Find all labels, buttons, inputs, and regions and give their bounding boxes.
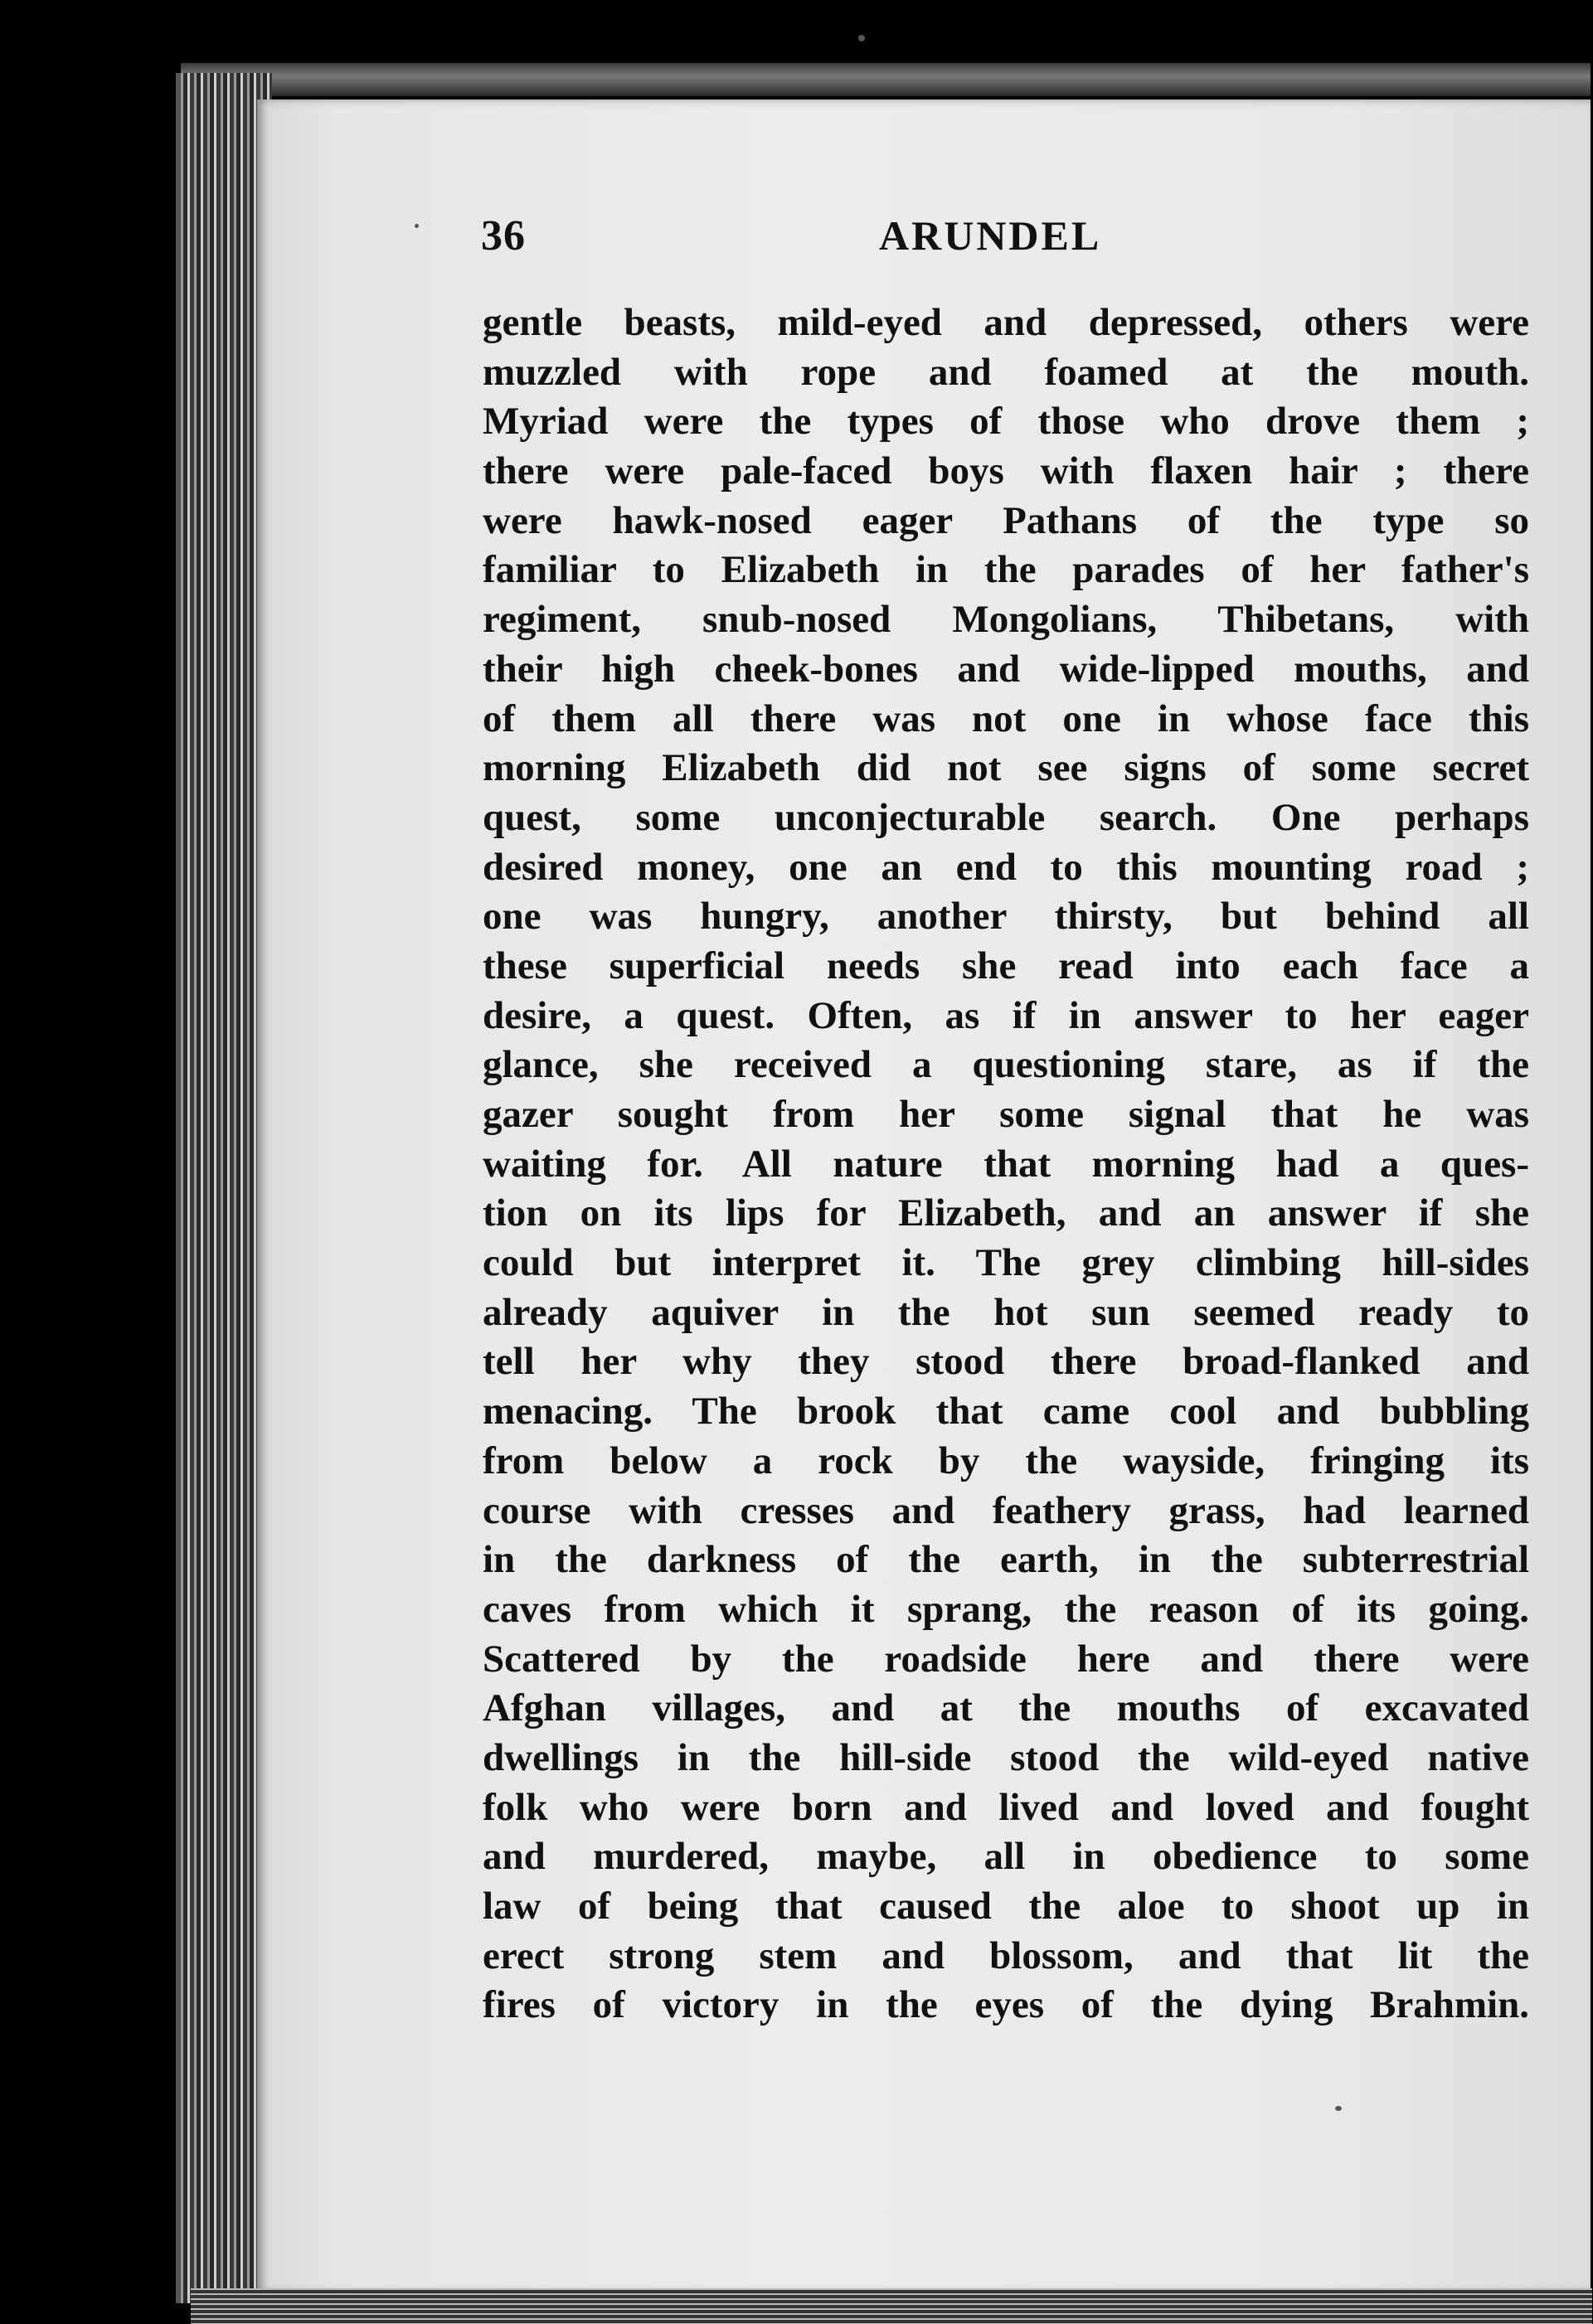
text-line: Scattered by the roadside here and there were — [483, 1637, 1529, 1681]
page-number: 36 — [481, 212, 526, 260]
text-line: gazer sought from her some signal that he was — [483, 1093, 1529, 1136]
text-line: caves from which it sprang, the reason of its going. — [483, 1587, 1529, 1631]
text-line: waiting for. All nature that morning had a ques- — [483, 1142, 1529, 1186]
text-line: their high cheek-bones and wide-lipped mouths, and — [483, 647, 1529, 691]
text-line: desire, a quest. Often, as if in answer to her eager — [483, 993, 1529, 1037]
text-line: muzzled with rope and foamed at the mouth. — [483, 350, 1529, 394]
text-line: tell her why they stood there broad-flanked and — [483, 1340, 1529, 1384]
running-head — [481, 211, 1559, 269]
text-line: there were pale-faced boys with flaxen hair ; there — [483, 449, 1529, 493]
text-line: erect strong stem and blossom, and that lit the — [483, 1933, 1529, 1977]
text-line: desired money, one an end to this mounting road ; — [483, 845, 1529, 889]
text-line: could but interpret it. The grey climbing hill-sides — [483, 1241, 1529, 1285]
text-line: course with cresses and feathery grass, had learned — [483, 1488, 1529, 1532]
text-line: from below a rock by the wayside, fringing its — [483, 1439, 1529, 1482]
scan-speck — [415, 224, 419, 228]
body-text — [483, 298, 1529, 2030]
book-top-edge — [181, 63, 1591, 96]
text-line: glance, she received a questioning stare, as if the — [483, 1043, 1529, 1087]
text-line: familiar to Elizabeth in the parades of her father's — [483, 548, 1529, 592]
text-line: gentle beasts, mild-eyed and depressed, others were — [483, 301, 1529, 344]
text-line: law of being that caused the aloe to shoot up in — [483, 1885, 1529, 1928]
text-line: folk who were born and lived and loved and fought — [483, 1785, 1529, 1829]
text-line: menacing. The brook that came cool and bubbling — [483, 1390, 1529, 1434]
text-line: regiment, snub-nosed Mongolians, Thibetans, with — [483, 598, 1529, 642]
book-bottom-edge — [191, 2288, 1592, 2324]
text-line: already aquiver in the hot sun seemed ready to — [483, 1290, 1529, 1334]
scan-speck — [1335, 2106, 1342, 2111]
text-line: tion on its lips for Elizabeth, and an answer if she — [483, 1191, 1529, 1235]
text-line: dwellings in the hill-side stood the wild-eyed native — [483, 1735, 1529, 1779]
text-line: were hawk-nosed eager Pathans of the type so — [483, 498, 1529, 542]
text-line: morning Elizabeth did not see signs of some secret — [483, 746, 1529, 790]
running-title: ARUNDEL — [879, 212, 1102, 259]
text-line: and murdered, maybe, all in obedience to some — [483, 1835, 1529, 1879]
text-line: Myriad were the types of those who drove them ; — [483, 400, 1529, 444]
text-line: Afghan villages, and at the mouths of excavated — [483, 1686, 1529, 1730]
text-line: of them all there was not one in whose face this — [483, 696, 1529, 740]
text-line: quest, some unconjecturable search. One perhaps — [483, 795, 1529, 839]
text-line: these superficial needs she read into each face a — [483, 944, 1529, 987]
text-line: fires of victory in the eyes of the dying Brahmin. — [483, 1983, 1529, 2027]
text-line: one was hungry, another thirsty, but behind all — [483, 895, 1529, 939]
scan-speck — [858, 35, 865, 41]
text-line: in the darkness of the earth, in the subterrestrial — [483, 1538, 1529, 1582]
